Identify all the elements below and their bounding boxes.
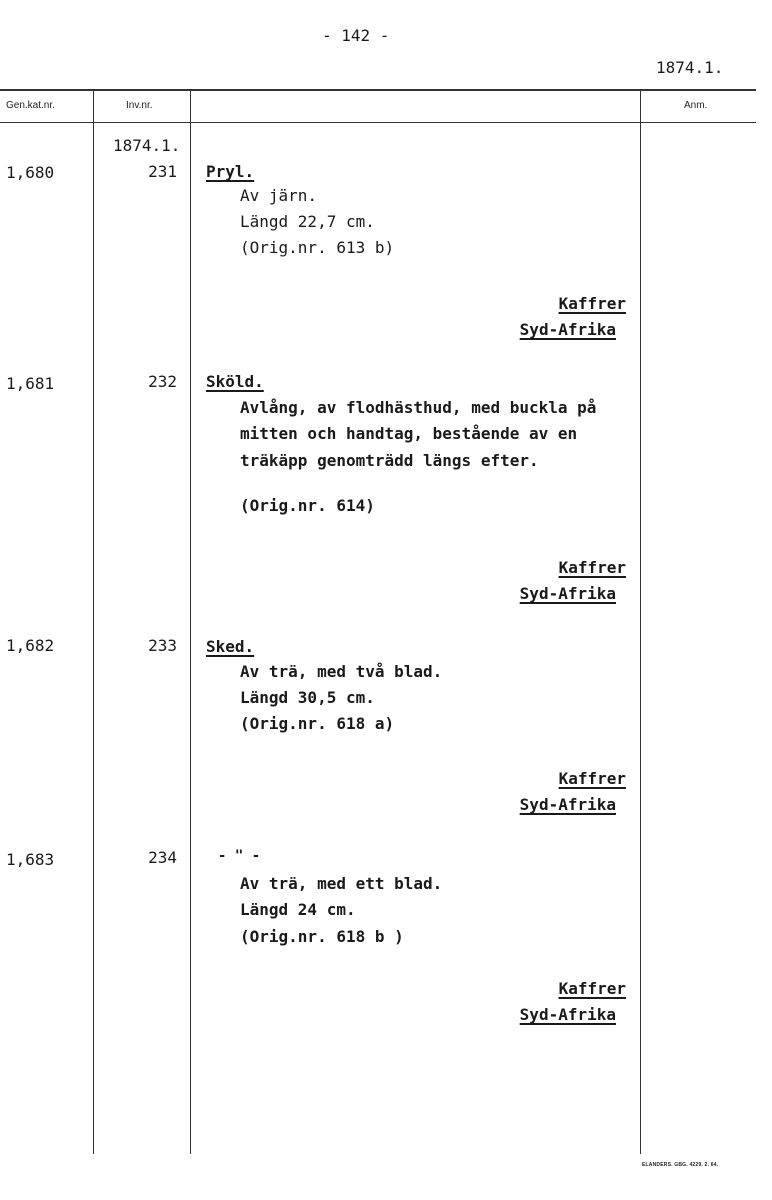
item-orig-nr: (Orig.nr. 614) — [240, 496, 375, 515]
item-region: Syd-Afrika — [519, 795, 616, 814]
inv-nr: 231 — [148, 162, 177, 181]
item-line: Av järn. — [240, 186, 318, 205]
item-line: Längd 30,5 cm. — [240, 688, 375, 707]
column-divider-2 — [190, 89, 191, 1154]
column-header-inv-nr: Inv.nr. — [126, 100, 153, 111]
item-group: Kaffrer — [558, 769, 626, 788]
column-divider-1 — [93, 89, 94, 1154]
item-line: Avlång, av flodhästhud, med buckla på — [240, 398, 597, 417]
item-group: Kaffrer — [558, 294, 626, 313]
item-line: (Orig.nr. 618 b ) — [240, 927, 404, 946]
item-line: (Orig.nr. 618 a) — [240, 714, 395, 733]
printer-mark: ELANDERS. GBG. 4229. 2. 64. — [642, 1162, 719, 1168]
item-line: mitten och handtag, bestående av en — [240, 424, 578, 443]
column-divider-3 — [640, 89, 641, 1154]
page-number: - 142 - — [322, 26, 390, 45]
item-region: Syd-Afrika — [519, 1005, 616, 1024]
year-top-right: 1874.1. — [656, 58, 724, 77]
inv-nr: 232 — [148, 372, 177, 391]
item-title: - " - — [218, 848, 261, 864]
item-line: Av trä, med två blad. — [240, 662, 443, 681]
item-region: Syd-Afrika — [519, 320, 616, 339]
item-group: Kaffrer — [558, 558, 626, 577]
column-header-gen-kat-nr: Gen.kat.nr. — [6, 100, 55, 111]
gen-kat-nr: 1,680 — [6, 163, 55, 182]
item-title: Sköld. — [206, 372, 264, 391]
inv-year: 1874.1. — [113, 136, 181, 155]
item-line: Längd 24 cm. — [240, 900, 356, 919]
inv-nr: 233 — [148, 636, 177, 655]
item-title: Pryl. — [206, 162, 255, 181]
item-line: (Orig.nr. 613 b) — [240, 238, 395, 257]
item-group: Kaffrer — [558, 979, 626, 998]
column-header-anm: Anm. — [684, 100, 708, 111]
item-line: träkäpp genomträdd längs efter. — [240, 451, 539, 470]
gen-kat-nr: 1,682 — [6, 636, 55, 655]
item-line: Av trä, med ett blad. — [240, 874, 443, 893]
gen-kat-nr: 1,681 — [6, 374, 55, 393]
header-top-rule — [0, 89, 756, 91]
header-bottom-rule — [0, 122, 756, 123]
inv-nr: 234 — [148, 848, 177, 867]
item-region: Syd-Afrika — [519, 584, 616, 603]
item-title: Sked. — [206, 637, 255, 656]
gen-kat-nr: 1,683 — [6, 850, 55, 869]
item-line: Längd 22,7 cm. — [240, 212, 375, 231]
